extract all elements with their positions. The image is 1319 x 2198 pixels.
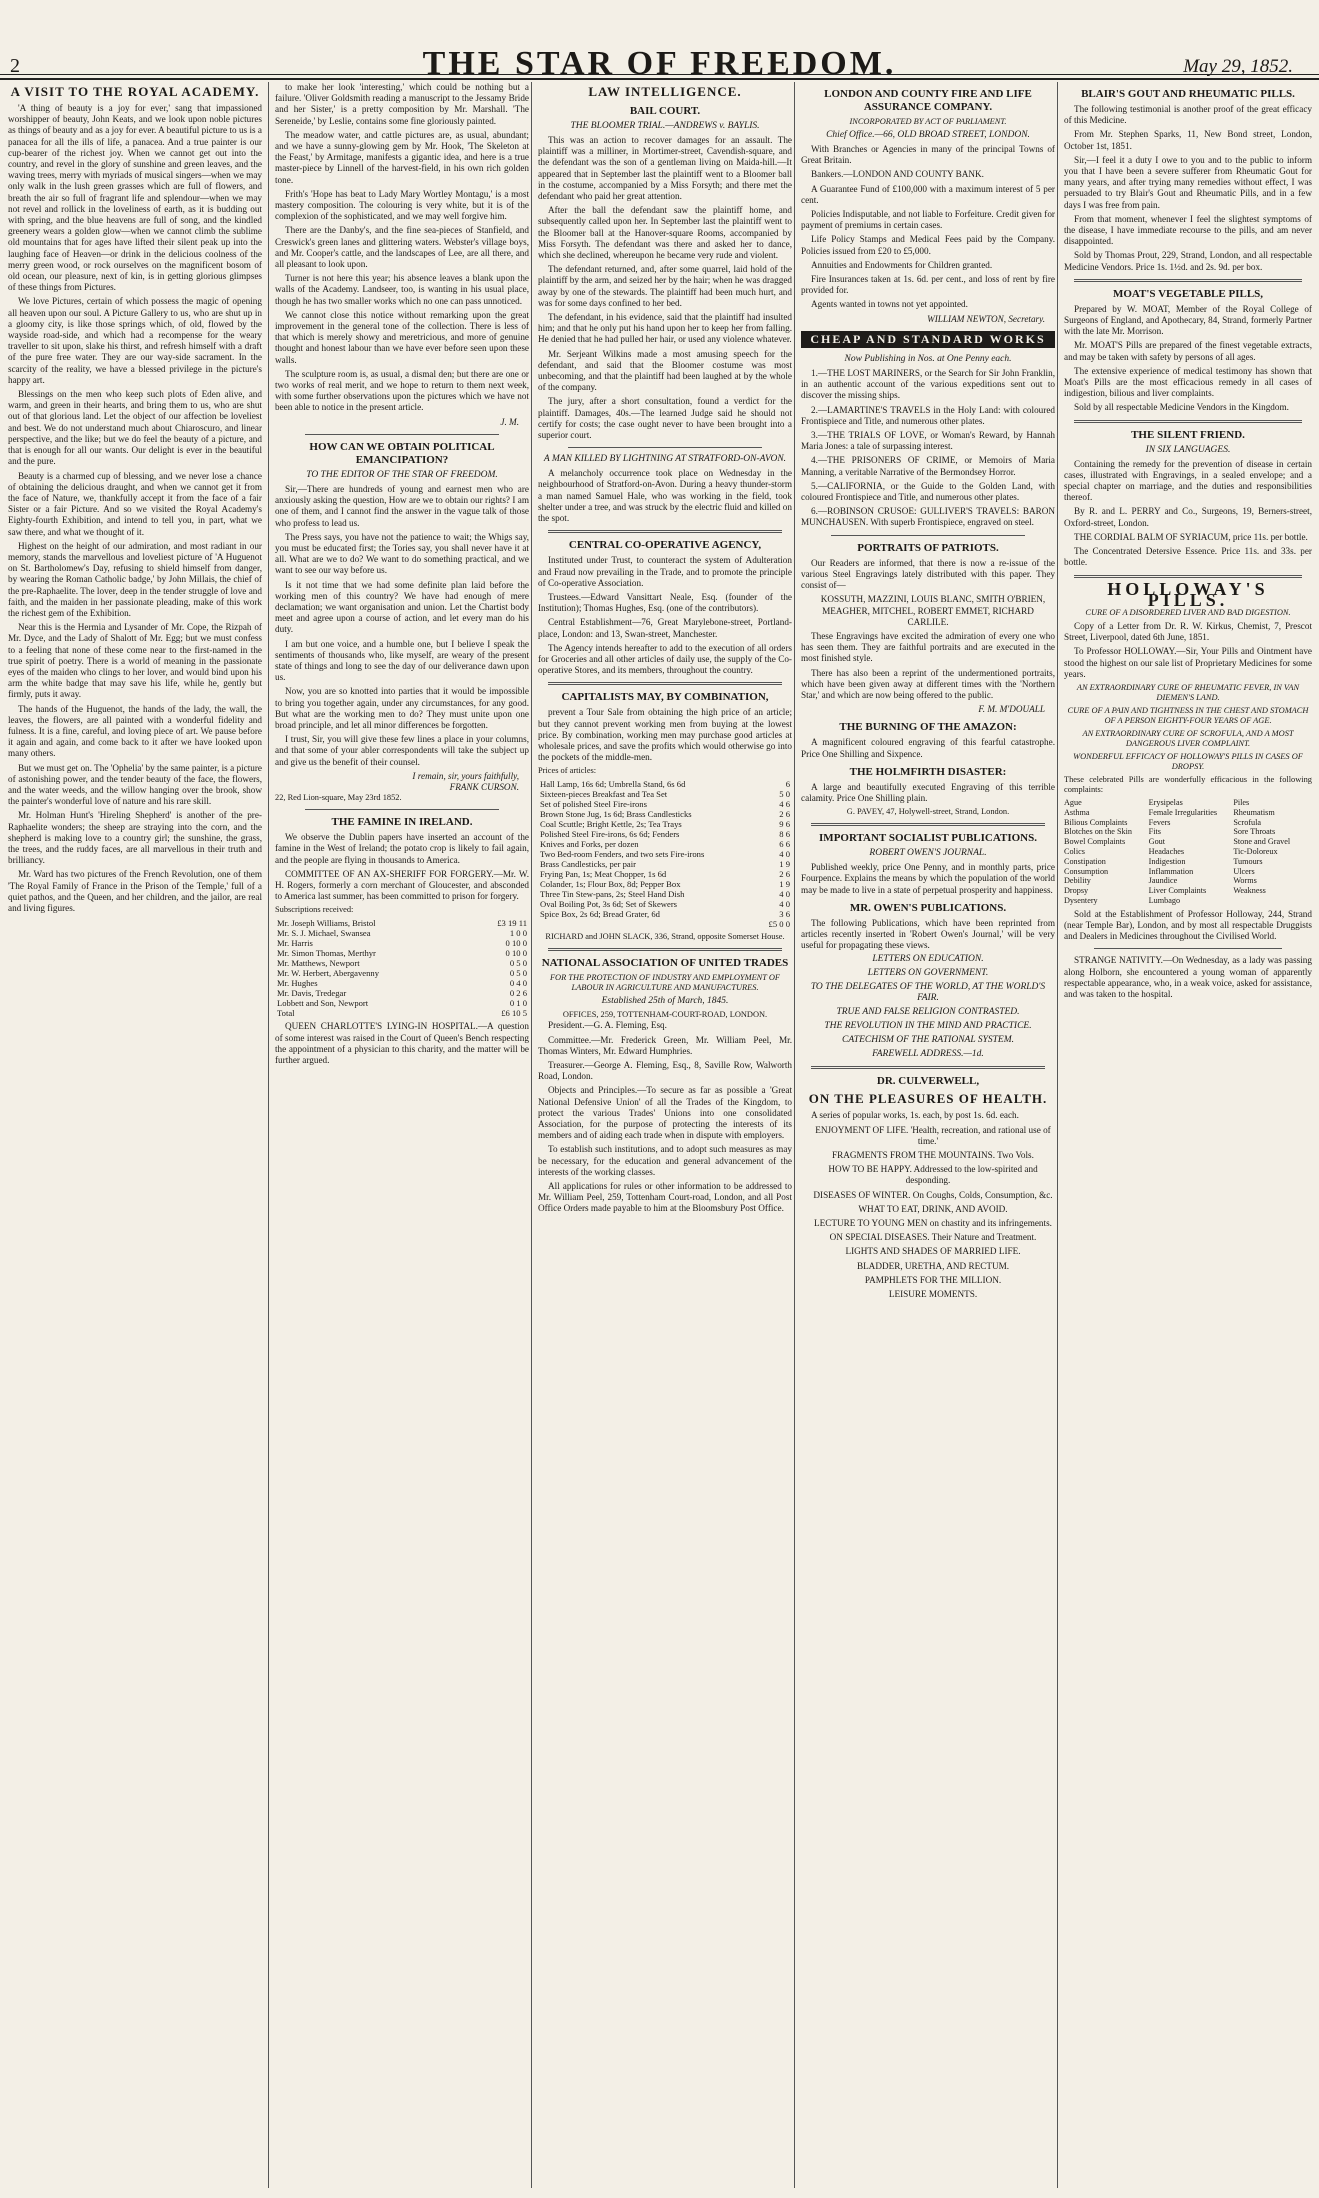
row-label: Sixteen-pieces Breakfast and Tea Set xyxy=(540,789,668,800)
publication-title: CATECHISM OF THE RATIONAL SYSTEM. xyxy=(842,1035,1014,1046)
ad-heading: IMPORTANT SOCIALIST PUBLICATIONS. xyxy=(819,832,1037,845)
news-paragraph: QUEEN CHARLOTTE'S LYING-IN HOSPITAL.—A question of some interest was raised in the Court of Queen's Bench respecting the appointment of a physician to this charity, and the matter will be further argued. xyxy=(275,1021,529,1065)
ad-paragraph: A series of popular works, 1s. each, by post 1s. 6d. each. xyxy=(811,1110,1019,1121)
ad-signature: F. M. M'DOUALL xyxy=(978,704,1045,715)
disease-item: Erysipelas xyxy=(1148,797,1183,807)
case-title: THE BLOOMER TRIAL.—ANDREWS v. BAYLIS. xyxy=(570,121,760,131)
disease-item: Asthma xyxy=(1064,807,1090,817)
ad-subheading: IN SIX LANGUAGES. xyxy=(1145,444,1231,455)
article-paragraph: 'A thing of beauty is a joy for ever,' sang that impassioned worshipper of beauty, John Keats, and we look upon noble pictures as things of beauty and as a joy for ever. A beautiful picture to us is a panacea for all the ills of life, a panacea. And a true painter is our cup-bearer of the richest joy. When we cannot get out into the country, and revel in the glory of sunshine and green leaves, and the waving trees, merry with myriads of musical singers—when we may only walk in the lush green grasses which are full of flowers, and breath the air so full of fragrant life and splendour—when we may not revel and rollick in the loveliness of earth, as it is budding out with spring, and the blue heavens are full of song, and the kindled greenery wears a golden glow—when we cannot climb the sublime old mountains that for ages have lifted their silent peak up into the laughing face of Heaven—or drink in the delicious coolness of the merry green wood, or rock ourselves on the magnificent bosom of old ocean, our pleasure, next of kin, is in getting glorious glimpses of these things from Pictures. xyxy=(8,103,262,293)
row-amount: 4 0 xyxy=(779,849,790,860)
ad-paragraph: Trustees.—Edward Vansittart Neale, Esq. (founder of the Institution); Thomas Hughes, Esq. (one of the contributors). xyxy=(538,591,792,614)
row-amount: 5 0 xyxy=(779,789,790,800)
disease-item: Tumours xyxy=(1233,856,1263,866)
ad-listing: LECTURE TO YOUNG MEN on chastity and its infringements. xyxy=(814,1217,1052,1228)
article-paragraph: We love Pictures, certain of which possess the magic of opening all heaven upon our soul. A Picture Gallery to us, who are shut up in a gloomy city, is like those springs which, of old, flowed by the wayside road-side, and which had a recompense for the weary traveller to sit upon, slake his thirst, and refresh himself with a draft of the pure free water. They are our way-side sacrament. In the scarcity of the reality, we have a blessed privilege in the picture's happy art. xyxy=(8,296,262,385)
ad-paragraph: To establish such institutions, and to adopt such measures as may be necessary, for the education and general advancement of the interests of the working classes. xyxy=(538,1144,792,1177)
section-rule xyxy=(1094,948,1282,949)
subscription-row xyxy=(275,958,529,968)
disease-item: Fits xyxy=(1148,827,1161,837)
ad-heading: DR. CULVERWELL, xyxy=(876,1075,980,1088)
disease-item: Piles xyxy=(1233,797,1250,807)
work-listing: 5.—CALIFORNIA, or the Guide to the Golden Land, with coloured Frontispiece and Title, and numerous other plates. xyxy=(801,480,1055,503)
ad-office: OFFICES, 259, TOTTENHAM-COURT-ROAD, LONDON. xyxy=(562,1010,768,1020)
ad-rule xyxy=(1074,420,1302,423)
column-rule xyxy=(1057,82,1058,2188)
price-row xyxy=(538,779,792,789)
row-label: Knives and Forks, per dozen xyxy=(540,839,639,850)
ad-paragraph: Objects and Principles.—To secure as far as possible a 'Great National Defensive Union' of all the Trades of the Kingdom, to protect the various Trades' Unions into one consolidated Association, for the purpose of protecting the interests of its members and of aiding each trade when in dispute with employers. xyxy=(538,1085,792,1141)
column-2 xyxy=(275,82,529,2188)
ad-heading: CENTRAL CO-OPERATIVE AGENCY, xyxy=(568,539,762,552)
total-amount: £6 10 5 xyxy=(501,1008,527,1019)
subscription-row xyxy=(275,928,529,938)
ad-paragraph: The following testimonial is another proof of the great efficacy of this Medicine. xyxy=(1064,104,1312,126)
news-paragraph: A melancholy occurrence took place on Wednesday in the neighbourhood of Stratford-on-Avon. During a heavy thunder-storm a man named Samuel Hale, who was working in the field, took shelter under a tree, and was struck by the electric fluid and killed on the spot. xyxy=(538,468,792,524)
disease-item: Debility xyxy=(1064,876,1091,886)
article-paragraph: The defendant returned, and, after some quarrel, laid hold of the plaintiff by the arm, and seized her by the hair; when he was dragged away by one of the stewards. The plaintiff had been much hurt, and was for some days confined to her bed. xyxy=(538,264,792,308)
row-label: Two Bed-room Fenders, and two sets Fire-irons xyxy=(540,849,705,860)
subscriptions-total-row xyxy=(275,1008,529,1018)
ad-paragraph: Committee.—Mr. Frederick Green, Mr. William Peel, Mr. Thomas Winters, Mr. Edward Humphries. xyxy=(538,1034,792,1056)
row-label: Frying Pan, 1s; Meat Chopper, 1s 6d xyxy=(540,869,667,880)
article-paragraph: Blessings on the men who keep such plots of Eden alive, and warm, and green in their hearts, and bring them to us, who are shut out of that glorious land. Let the object of our affection be loveliest and best. We do not understand much about Chiaroscuro, and linear perspective, and the like; but we do feel the beauty of a picture, and that is enough for all our wants. Our delight is ever in the beautiful and the pure. xyxy=(8,389,262,467)
ad-subheading: FOR THE PROTECTION OF INDUSTRY AND EMPLOYMENT OF LABOUR IN AGRICULTURE AND MANUFACTURES. xyxy=(549,973,781,993)
row-label: Mr. W. Herbert, Abergavenny xyxy=(277,968,379,979)
publication-title: TO THE DELEGATES OF THE WORLD, AT THE WORLD'S FAIR. xyxy=(810,982,1046,1004)
letter-subheading: TO THE EDITOR OF THE STAR OF FREEDOM. xyxy=(306,469,498,480)
row-amount: 1 0 0 xyxy=(509,928,527,939)
disease-item: Worms xyxy=(1233,876,1257,886)
disease-item: Lumbago xyxy=(1148,895,1181,905)
ad-paragraph: Sold by Thomas Prout, 229, Strand, London, and all respectable Medicine Vendors. Price 1s. 1½d. and 2s. 9d. per box. xyxy=(1064,250,1312,272)
work-listing: 6.—ROBINSON CRUSOE: GULLIVER'S TRAVELS: BARON MUNCHAUSEN. With superb Frontispiece, engraved on steel. xyxy=(801,506,1055,528)
ad-rule xyxy=(548,682,782,685)
row-label: Mr. Matthews, Newport xyxy=(277,958,360,969)
issue-date: May 29, 1852. xyxy=(1183,56,1293,77)
subscription-row xyxy=(275,978,529,988)
article-paragraph: But we must get on. The 'Ophelia' by the same painter, is a picture of astonishing power, and the tender beauty of the face, the flowers, and the water weeds, and the willow hanging over the brook, show the painter's wonderful love of nature and his rare skill. xyxy=(8,762,262,807)
ad-address: G. PAVEY, 47, Holywell-street, Strand, London. xyxy=(846,807,1010,817)
ad-listing: ON SPECIAL DISEASES. Their Nature and Treatment. xyxy=(829,1232,1037,1243)
disease-item: Weakness xyxy=(1233,886,1266,896)
price-row xyxy=(538,829,792,839)
row-label: Lobbett and Son, Newport xyxy=(277,998,369,1009)
ad-paragraph: From Mr. Stephen Sparks, 11, New Bond street, London, October 1st, 1851. xyxy=(1064,129,1312,151)
ad-paragraph: A large and beautifully executed Engraving of this terrible calamity. Price One Shilling plain. xyxy=(801,781,1055,803)
total-label xyxy=(538,919,732,929)
ad-subheading: Now Publishing in Nos. at One Penny each. xyxy=(844,354,1012,365)
letter-paragraph: The Press says, you have not the patience to wait; the Whigs say, you must be educated first; the Tories say, you shall never have it at all. What are we to do? We want to do something practical, and we want to see our way before us. xyxy=(275,531,529,576)
price-row xyxy=(538,819,792,829)
row-amount: 9 6 xyxy=(779,819,790,830)
column-rule xyxy=(531,82,532,2188)
ad-paragraph: From that moment, whenever I feel the slightest symptoms of the disease, I have immediate recourse to the pills, and am never disappointed. xyxy=(1064,213,1312,247)
portrait-names: KOSSUTH, MAZZINI, LOUIS BLANC, SMITH O'BRIEN, MEAGHER, MITCHEL, ROBERT EMMET, RICHARD CARLILE. xyxy=(820,594,1046,627)
disease-item: Tic-Doloreux xyxy=(1233,846,1278,856)
column-5 xyxy=(1064,82,1312,2188)
ad-paragraph: Central Establishment—76, Great Marylebone-street, Portland-place, London: and 13, Swan-street, Manchester. xyxy=(538,617,792,639)
ad-rule xyxy=(1074,575,1302,578)
column-1 xyxy=(8,82,262,2188)
ad-paragraph: Containing the remedy for the prevention of disease in certain cases, illustrated with Engravings, in a sealed envelope; and a special chapter on marriage, and the duties and responsibilities thereof. xyxy=(1064,458,1312,503)
letter-paragraph: Now, you are so knotted into parties that it would be impossible to bring you together again, under any circumstances, for any good. But what are the working men to do? They must unite upon one broad principle, and let all minor differences be forgotten. xyxy=(275,686,529,730)
ad-paragraph: Copy of a Letter from Dr. R. W. Kirkus, Chemist, 7, Prescot Street, Liverpool, dated 6th June, 1851. xyxy=(1064,620,1312,643)
ad-paragraph: Our Readers are informed, that there is now a re-issue of the various Steel Engravings lately distributed with this paper. They consist of— xyxy=(801,557,1055,591)
price-row xyxy=(538,909,792,919)
column-3 xyxy=(538,82,792,2188)
subscription-row xyxy=(275,988,529,998)
row-amount: 6 xyxy=(785,779,790,790)
ad-heading: NATIONAL ASSOCIATION OF UNITED TRADES xyxy=(541,957,789,970)
row-label: Coal Scuttle; Bright Kettle, 2s; Tea Trays xyxy=(540,819,682,830)
work-listing: 1.—THE LOST MARINERS, or the Search for Sir John Franklin, in an authentic account of the various expeditions sent out to discover the missing ships. xyxy=(801,368,1055,401)
masthead xyxy=(0,0,1319,80)
disease-item: Consumption xyxy=(1064,866,1109,876)
row-label: Polished Steel Fire-irons, 6s 6d; Fenders xyxy=(540,829,680,840)
row-amount: 0 5 0 xyxy=(509,968,527,979)
section-rule xyxy=(831,535,1025,536)
section-rule xyxy=(305,809,499,810)
ad-subheading: ROBERT OWEN'S JOURNAL. xyxy=(869,848,987,859)
row-label: Hall Lamp, 16s 6d; Umbrella Stand, 6s 6d xyxy=(540,779,686,790)
row-label: Oval Boiling Pot, 3s 6d; Set of Skewers xyxy=(540,899,678,910)
row-amount: 0 5 0 xyxy=(509,958,527,969)
row-amount: 0 2 6 xyxy=(509,988,527,999)
ad-paragraph: Published weekly, price One Penny, and in monthly parts, price Fourpence. Explains the means by which the population of the world may be made to live in a state of perpetual prosperity and happiness. xyxy=(801,862,1055,895)
row-amount: 0 4 0 xyxy=(509,978,527,989)
publication-title: LETTERS ON EDUCATION. xyxy=(872,954,984,965)
row-amount: 2 6 xyxy=(779,809,790,820)
ad-paragraph: The following Publications, which have been reprinted from articles recently inserted in 'Robert Owen's Journal,' will be very useful for propagating these views. xyxy=(801,917,1055,951)
disease-item: Fevers xyxy=(1148,817,1171,827)
testimonial-heading: CURE OF A PAIN AND TIGHTNESS IN THE CHEST AND STOMACH OF A PERSON EIGHTY-FOUR YEARS OF AGE. xyxy=(1067,705,1309,725)
news-paragraph: COMMITTEE OF AN AX-SHERIFF FOR FORGERY.—Mr. W. H. Rogers, formerly a corn merchant of Gloucester, and absconded to America last summer, has been committed to prison for forgery. xyxy=(275,868,529,902)
ad-paragraph: With Branches or Agencies in many of the principal Towns of Great Britain. xyxy=(801,144,1055,166)
news-paragraph: STRANGE NATIVITY.—On Wednesday, as a lady was passing along Holborn, she encountered a young woman of apparently respectable appearance, who, in a weak voice, asked for assistance, and was taken to the hospital. xyxy=(1064,955,1312,999)
row-label: Mr. Simon Thomas, Merthyr xyxy=(277,948,376,959)
price-row xyxy=(538,789,792,799)
ad-paragraph: Instituted under Trust, to counteract the system of Adulteration and Fraud now prevailing in the Trade, and to promote the principle of Co-operative Association. xyxy=(538,555,792,588)
disease-item: Ague xyxy=(1064,797,1082,807)
disease-item: Liver Complaints xyxy=(1148,886,1207,896)
article-paragraph: Mr. Holman Hunt's 'Hireling Shepherd' is another of the pre-Raphaelite wonders; the sheep are straying into the corn, and the shepherd is making love to a country girl; the sunshine, the grass, the trees, and the ruddy faces, are all marvellous in their truth and brilliancy. xyxy=(8,810,262,866)
testimonial-heading: AN EXTRAORDINARY CURE OF SCROFULA, AND A MOST DANGEROUS LIVER COMPLAINT. xyxy=(1082,728,1294,748)
disease-item: Inflammation xyxy=(1148,866,1194,876)
subscriptions-table xyxy=(275,918,529,1018)
page-number: 2 xyxy=(10,55,20,77)
disease-item: Scrofula xyxy=(1233,817,1262,827)
row-amount: 1 9 xyxy=(779,859,790,870)
letter-signature: FRANK CURSON. xyxy=(449,781,519,792)
section-rule xyxy=(568,447,762,448)
row-amount: 0 10 0 xyxy=(505,938,527,949)
court-name: BAIL COURT. xyxy=(629,105,701,117)
total-label: Total xyxy=(277,1008,295,1019)
row-label: Colander, 1s; Flour Box, 8d; Pepper Box xyxy=(540,879,681,890)
ad-listing: PAMPHLETS FOR THE MILLION. xyxy=(864,1274,1002,1285)
ad-paragraph: A magnificent coloured engraving of this fearful catastrophe. Price One Shilling and Sixpence. xyxy=(801,737,1055,759)
price-total-row xyxy=(538,919,792,929)
row-amount: 4 0 xyxy=(779,899,790,910)
ad-paragraph: Policies Indisputable, and not liable to Forfeiture. Credit given for payment of premiums in certain cases. xyxy=(801,209,1055,231)
publication-title: TRUE AND FALSE RELIGION CONTRASTED. xyxy=(836,1007,1020,1018)
row-label: Mr. Davis, Tredegar xyxy=(277,988,347,999)
publication-title: LETTERS ON GOVERNMENT. xyxy=(867,968,989,979)
ad-paragraph: By R. and L. PERRY and Co., Surgeons, 19, Berners-street, Oxford-street, London. xyxy=(1064,506,1312,528)
row-amount: 4 0 xyxy=(779,889,790,900)
letter-heading: HOW CAN WE OBTAIN POLITICAL EMANCIPATION? xyxy=(309,440,495,466)
ad-subheading: CURE OF A DISORDERED LIVER AND BAD DIGESTION. xyxy=(1085,607,1291,617)
price-list-heading: Prices of articles: xyxy=(538,766,597,776)
column-rule xyxy=(794,82,795,2188)
article-paragraph: The defendant, in his evidence, said that the plaintiff had insulted him; and that he only put his hand upon her to keep her from falling. He denied that he had pulled her hair, or used any violence whatever. xyxy=(538,312,792,345)
ad-paragraph: Prepared by W. MOAT, Member of the Royal College of Surgeons of England, and Apothecary, 84, Strand, formerly Partner with the late Mr. Morrison. xyxy=(1064,303,1312,337)
row-amount: 8 6 xyxy=(779,829,790,840)
disease-item: Dysentery xyxy=(1064,895,1098,905)
article-paragraph: The meadow water, and cattle pictures are, as usual, abundant; and we have a sunny-glowing gem by Mr. Hook, 'The Skeleton at the Feast,' by Armitage, manifests a gigantic idea, and here is a true master-piece by Linnell of the harvest-field, in his own rich golden tone. xyxy=(275,129,529,185)
row-amount: 1 9 xyxy=(779,879,790,890)
letter-paragraph: Is it not time that we had some definite plan laid before the working men of this country? We have had enough of mere declamation; we want organisation and union. Let the Chartist body meet and agree upon a course of action, and let every man do his duty. xyxy=(275,579,529,635)
ad-paragraph: The Agency intends hereafter to add to the execution of all orders for Groceries and all other articles of daily use, the supply of the Co-operative Stores, and its members, throughout the country. xyxy=(538,642,792,676)
work-listing: 3.—THE TRIALS OF LOVE, or Woman's Reward, by Hannah Maria Jones: a tale of surpassing interest. xyxy=(801,430,1055,452)
row-amount: £3 19 11 xyxy=(497,918,527,929)
row-label: Set of polished Steel Fire-irons xyxy=(540,799,647,810)
work-listing: 4.—THE PRISONERS OF CRIME, or Memoirs of Maria Manning, a veritable Narrative of the Bermondsey Horror. xyxy=(801,455,1055,477)
testimonial-heading: WONDERFUL EFFICACY OF HOLLOWAY'S PILLS IN CASES OF DROPSY. xyxy=(1073,751,1303,771)
section-rule xyxy=(305,434,499,435)
row-label: Mr. Harris xyxy=(277,938,313,949)
news-paragraph: We observe the Dublin papers have inserted an account of the famine in the West of Ireland; the potato crop is likely to fail again, and the people are flying in thousands to America. xyxy=(275,832,529,865)
disease-item: Bowel Complaints xyxy=(1064,837,1126,847)
row-label: Brown Stone Jug, 1s 6d; Brass Candlesticks xyxy=(540,809,692,820)
ad-listing: LIGHTS AND SHADES OF MARRIED LIFE. xyxy=(845,1246,1021,1257)
ad-listing: FRAGMENTS FROM THE MOUNTAINS. Two Vols. xyxy=(832,1149,1034,1160)
letter-paragraph: I am but one voice, and a humble one, but I believe I speak the sentiments of thousands who, like myself, are weary of the present state of things and long to see the day of our deliverance dawn upon us. xyxy=(275,638,529,683)
subscriptions-heading: Subscriptions received: xyxy=(275,905,354,915)
disease-item: Stone and Gravel xyxy=(1233,837,1291,847)
row-label: Brass Candlesticks, per pair xyxy=(540,859,636,870)
testimonial-heading: AN EXTRAORDINARY CURE OF RHEUMATIC FEVER, IN VAN DIEMEN'S LAND. xyxy=(1076,682,1300,702)
row-amount: 3 6 xyxy=(779,909,790,920)
ad-rule xyxy=(811,823,1045,826)
article-paragraph: Turner is not here this year; his absence leaves a blank upon the walls of the Academy. Landseer, too, is wanting in his usual place, though he has two smaller works which no one can pass unnoticed. xyxy=(275,273,529,306)
letter-paragraph: Sir,—There are hundreds of young and earnest men who are anxiously asking the question, How are we to obtain our rights? I am one of them, and I cannot find the answer in the vague talk of those who profess to lead us. xyxy=(275,483,529,528)
publication-title: FAREWELL ADDRESS.—1d. xyxy=(872,1049,984,1060)
masthead-rule xyxy=(0,74,1319,75)
price-list xyxy=(538,779,792,929)
disease-item: Headaches xyxy=(1148,846,1185,856)
ad-subheading: INCORPORATED BY ACT OF PARLIAMENT. xyxy=(849,117,1007,126)
price-row xyxy=(538,849,792,859)
ad-rule xyxy=(548,530,782,533)
column-rule xyxy=(268,82,269,2188)
article-paragraph: to make her look 'interesting,' which could be nothing but a failure. 'Oliver Goldsmith reading a manuscript to the Jessamy Bride and her Sister,' is a pretty composition by Mr. Marshall. 'The Sereneide,' by Leslie, contains some fine gloriously painted. xyxy=(275,82,529,126)
row-label: Mr. S. J. Michael, Swansea xyxy=(277,928,371,939)
ad-heading: LONDON AND COUNTY FIRE AND LIFE ASSURANCE COMPANY. xyxy=(824,88,1032,113)
ad-paragraph: A Guarantee Fund of £100,000 with a maximum interest of 5 per cent. xyxy=(801,183,1055,205)
ad-paragraph: THE CORDIAL BALM OF SYRIACUM, price 11s. per bottle. xyxy=(1074,531,1308,542)
diseases-heading: These celebrated Pills are wonderfully efficacious in the following complaints: xyxy=(1064,774,1312,794)
ad-heading: THE HOLMFIRTH DISASTER: xyxy=(849,765,1007,778)
row-label: Mr. Joseph Williams, Bristol xyxy=(277,918,376,929)
news-heading: THE FAMINE IN IRELAND. xyxy=(331,816,473,829)
letter-closing: I remain, sir, yours faithfully, xyxy=(412,770,519,781)
maker-line: RICHARD and JOHN SLACK, 336, Strand, opposite Somerset House. xyxy=(545,932,785,942)
price-row xyxy=(538,869,792,879)
subscription-row xyxy=(275,938,529,948)
article-paragraph: Mr. Ward has two pictures of the French Revolution, one of them 'The Royal Family of France in the Prison of the Temple,' full of a quiet pathos, and the Queen, and her children, and the jailor, are real and living figures. xyxy=(8,869,262,914)
ad-office: Chief Office.—66, OLD BROAD STREET, LONDON. xyxy=(826,130,1030,140)
ad-heading: MR. OWEN'S PUBLICATIONS. xyxy=(849,901,1007,914)
disease-item: Dropsy xyxy=(1064,886,1089,896)
ad-paragraph: Life Policy Stamps and Medical Fees paid by the Company. Policies issued from £20 to £5,000. xyxy=(801,234,1055,256)
row-amount: 2 6 xyxy=(779,869,790,880)
price-row xyxy=(538,799,792,809)
subscription-row xyxy=(275,998,529,1008)
ad-heading: THE SILENT FRIEND. xyxy=(1131,428,1245,441)
disease-item: Ulcers xyxy=(1233,866,1255,876)
disease-item: Sore Throats xyxy=(1233,827,1276,837)
ad-listing: WHAT TO EAT, DRINK, AND AVOID. xyxy=(858,1203,1008,1214)
price-row xyxy=(538,839,792,849)
ad-heading: HOLLOWAY'S PILLS. xyxy=(1107,578,1269,610)
price-row xyxy=(538,899,792,909)
article-paragraph: There are the Danby's, and the fine sea-pieces of Stanfield, and Creswick's green lanes and glittering waters. Webster's village boys, and Mr. Cooper's cattle, and the landscapes of Lee, are all there, and all pleasant to look upon. xyxy=(275,225,529,270)
ad-rule xyxy=(1074,279,1302,282)
diseases-list xyxy=(1064,798,1312,906)
article-paragraph: The sculpture room is, as usual, a dismal den; but there are one or two works of real merit, and we hope to return to them next week, with some further observations upon the pictures which we have not been able to notice in the present article. xyxy=(275,368,529,413)
ad-paragraph: prevent a Tour Sale from obtaining the high price of an article; but they cannot prevent working men from buying at the lowest price. By combination, working men may purchase good articles at wholesale prices, and save the profits which would otherwise go into the pockets of the middle-men. xyxy=(538,707,792,763)
ad-listing: HOW TO BE HAPPY. Addressed to the low-spirited and desponding. xyxy=(828,1164,1038,1186)
row-amount: 0 1 0 xyxy=(509,998,527,1009)
ad-established: Established 25th of March, 1845. xyxy=(601,996,729,1007)
ad-paragraph: The extensive experience of medical testimony has shown that Moat's Pills are the most efficacious remedy in all cases of indigestion, bilious and liver complaints. xyxy=(1064,365,1312,399)
ad-heading: BLAIR'S GOUT AND RHEUMATIC PILLS. xyxy=(1081,88,1295,100)
article-paragraph: The jury, after a short consultation, found a verdict for the plaintiff. Damages, 40s.—The learned Judge said he should not certify for costs; the case ought never to have been brought into a superior court. xyxy=(538,396,792,441)
ad-listing: LEISURE MOMENTS. xyxy=(888,1289,978,1299)
row-amount: 4 6 xyxy=(779,799,790,810)
ad-paragraph: The Concentrated Detersive Essence. Price 11s. and 33s. per bottle. xyxy=(1064,546,1312,568)
ad-paragraph: There has also been a reprint of the undermentioned portraits, which have been given away at different times with the 'Northern Star,' and which are now being offered to the public. xyxy=(801,667,1055,700)
row-label: Three Tin Stew-pans, 2s; Steel Hand Dish xyxy=(540,889,685,900)
ad-heading: THE BURNING OF THE AMAZON: xyxy=(839,721,1017,734)
article-paragraph: Beauty is a charmed cup of blessing, and we never lose a chance of obtaining the delicious draught, and when we cannot get it from the face of Nature, we, thankfully accept it from the face of a fair Sister or a fair Picture. And so we visited the Royal Academy's Eighty-fourth Exhibition, and intend to tell you, in part, what we saw there, and what we thought of it. xyxy=(8,470,262,537)
ad-paragraph: Mr. MOAT'S Pills are prepared of the finest vegetable extracts, and may be taken with safety by persons of all ages. xyxy=(1064,340,1312,362)
disease-item: Jaundice xyxy=(1148,876,1178,886)
work-listing: 2.—LAMARTINE'S TRAVELS in the Holy Land: with coloured Frontispiece and Title, and numerous other plates. xyxy=(801,404,1055,426)
disease-item: Colics xyxy=(1064,846,1085,856)
article-paragraph: This was an action to recover damages for an assault. The plaintiff was a milliner, in Mortimer-street, Cavendish-square, and the defendant was the son of a gentleman living on Maida-hill.—It appeared that in September last the plaintiff went to a Bloomer ball in the costume, accompanied by a Miss Forsyth; and there met the defendant who paid her great attention. xyxy=(538,135,792,202)
price-row xyxy=(538,889,792,899)
ad-signature: WILLIAM NEWTON, Secretary. xyxy=(927,313,1045,324)
ad-paragraph: Annuities and Endowments for Children granted. xyxy=(811,259,993,270)
row-label: Mr. Hughes xyxy=(277,978,318,989)
subscription-row xyxy=(275,948,529,958)
row-amount: 0 10 0 xyxy=(505,948,527,959)
row-label: Spice Box, 2s 6d; Bread Grater, 6d xyxy=(540,909,660,920)
ad-listing: BLADDER, URETHA, AND RECTUM. xyxy=(856,1260,1010,1271)
article-paragraph: Highest on the height of our admiration, and most radiant in our memory, stands the marvellous and loveliest picture of 'A Huguenot on St. Bartholomew's Day, refusing to shield himself from danger, by wearing the Roman Catholic badge,' by John Millais, the chief of the pre-Raphaelite. The lover, deep in the tender struggle of love and faith, and the maiden in her passionate pleading, make of this work the richest gem of the Exhibition. xyxy=(8,540,262,618)
author-signature: J. M. xyxy=(500,416,519,427)
ad-paragraph: Agents wanted in towns not yet appointed. xyxy=(811,299,968,310)
ad-heading: PORTRAITS OF PATRIOTS. xyxy=(857,541,999,554)
article-paragraph: We cannot close this notice without remarking upon the great improvement in the general tone of the collection. There is less of that which is merely showy and meretricious, and more of genuine thought and honest labour than we have ever before seen upon these walls. xyxy=(275,309,529,365)
ad-title: ON THE PLEASURES OF HEALTH. xyxy=(808,1091,1048,1107)
price-row xyxy=(538,879,792,889)
letter-paragraph: I trust, Sir, you will give these few lines a place in your columns, and that some of your abler correspondents will take the subject up and give us the benefit of their counsel. xyxy=(275,734,529,767)
ad-paragraph: Sold at the Establishment of Professor Holloway, 244, Strand (near Temple Bar), London, and by most all respectable Druggists and Dealers in Medicines throughout the Civilised World. xyxy=(1064,908,1312,942)
letter-address: 22, Red Lion-square, May 23rd 1852. xyxy=(275,793,402,803)
disease-item: Bilious Complaints xyxy=(1064,817,1128,827)
ad-paragraph: Bankers.—LONDON AND COUNTY BANK. xyxy=(811,169,984,180)
article-paragraph: Frith's 'Hope has beat to Lady Mary Wortley Montagu,' is a most mastery composition. The colouring is very white, but it is of the complexion of the sophisticated, and we may well forgive him. xyxy=(275,188,529,222)
article-paragraph: Near this is the Hermia and Lysander of Mr. Cope, the Rizpah of Mr. Dyce, and the Lady of Shalott of Mr. Egg; but we must confess to a feeling that none of these come near to the first-named in the true spirit of poetry. There is a world of meaning in the passionate eyes of the maiden who clings to her lover, and would bind upon his arm the white badge that may save his life, while he, gently but firmly, puts it away. xyxy=(8,622,262,700)
ad-rule xyxy=(811,1066,1045,1069)
ad-listing: ENJOYMENT OF LIFE. 'Health, recreation, and rational use of time.' xyxy=(815,1124,1051,1146)
newspaper-title: THE STAR OF FREEDOM. xyxy=(422,45,897,82)
column-4 xyxy=(801,82,1055,2188)
article-heading: A VISIT TO THE ROYAL ACADEMY. xyxy=(10,84,260,99)
price-row xyxy=(538,859,792,869)
row-amount: 6 6 xyxy=(779,839,790,850)
article-paragraph: Mr. Serjeant Wilkins made a most amusing speech for the defendant, and said that the Bloomer costume was most unbecoming, and that the plaintiff had been laughed at by the whole of the company. xyxy=(538,348,792,393)
disease-item: Constipation xyxy=(1064,856,1106,866)
ad-paragraph: Sir,—I feel it a duty I owe to you and to the public to inform you that I have been a severe sufferer from Rheumatic Gout for many years, and after trying many remedies without effect, I was persuaded to try Blair's Gout and Rheumatic Pills, and in a few days I was free from pain. xyxy=(1064,154,1312,210)
disease-item: Gout xyxy=(1148,837,1166,847)
ad-paragraph: To Professor HOLLOWAY.—Sir, Your Pills and Ointment have stood the highest on our sale list of Proprietary Medicines for some years. xyxy=(1064,646,1312,679)
ad-heading: CAPITALISTS MAY, BY COMBINATION, xyxy=(561,691,769,704)
section-heading: LAW INTELLIGENCE. xyxy=(588,84,742,99)
disease-item: Female Irregularities xyxy=(1148,807,1218,817)
ad-heading: MOAT'S VEGETABLE PILLS, xyxy=(1112,287,1264,300)
news-heading: A MAN KILLED BY LIGHTNING AT STRATFORD-ON-AVON. xyxy=(543,454,787,465)
ad-rule xyxy=(548,948,782,951)
subscription-row xyxy=(275,918,529,928)
ad-paragraph: These Engravings have excited the admiration of every one who has seen them. They are faithful portraits and are executed in the most finished style. xyxy=(801,630,1055,664)
disease-item: Indigestion xyxy=(1148,856,1186,866)
ad-banner: CHEAP AND STANDARD WORKS xyxy=(801,331,1055,348)
ad-paragraph: President.—G. A. Fleming, Esq. xyxy=(548,1020,667,1031)
disease-item: Rheumatism xyxy=(1233,807,1275,817)
article-paragraph: After the ball the defendant saw the plaintiff home, and subsequently called upon her. In September last the plaintiff went to the Bloomer ball at the Hanover-square Rooms, accompanied by Miss Forsyth. The defendant was there and asked her to dance, which she declined, whereupon he became very rude and violent. xyxy=(538,205,792,261)
price-row xyxy=(538,809,792,819)
total-amount: £5 0 0 xyxy=(768,919,790,930)
publication-title: THE REVOLUTION IN THE MIND AND PRACTICE. xyxy=(824,1021,1032,1032)
article-paragraph: The hands of the Huguenot, the hands of the lady, the wall, the leaves, the flowers, are all painted with a wonderful fidelity and fulness. It is a fine, careful, and loving piece of art. We pause before it again and again, and come back to it after we have looked upon many others. xyxy=(8,703,262,759)
ad-paragraph: All applications for rules or other information to be addressed to Mr. William Peel, 259, Tottenham Court-road, London, and all Post Office Orders made payable to him at the Bloomsbury Post Office. xyxy=(538,1180,792,1214)
disease-item: Blotches on the Skin xyxy=(1064,827,1132,837)
ad-paragraph: Fire Insurances taken at 1s. 6d. per cent., and loss of rent by fire provided for. xyxy=(801,274,1055,296)
ad-paragraph: Sold by all respectable Medicine Vendors in the Kingdom. xyxy=(1074,402,1289,413)
ad-listing: DISEASES OF WINTER. On Coughs, Colds, Consumption, &c. xyxy=(813,1189,1053,1200)
ad-paragraph: Treasurer.—George A. Fleming, Esq., 8, Saville Row, Walworth Road, London. xyxy=(538,1059,792,1082)
subscription-row xyxy=(275,968,529,978)
